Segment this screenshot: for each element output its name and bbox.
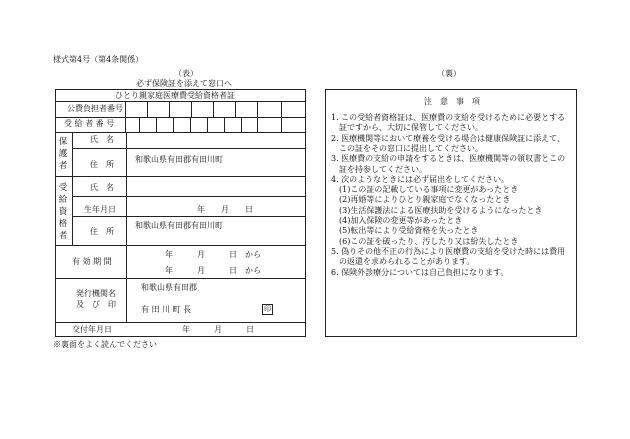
recipient-name-label: 氏 名	[90, 183, 114, 192]
recipient-address-value: 和歌山県有田郡有田川町	[135, 221, 223, 230]
caution-line: (2)再婚等によりひとり親家庭でなくなったとき	[331, 195, 511, 205]
guardian-address-label: 住 所	[90, 160, 114, 169]
front-label: （表）	[174, 69, 198, 78]
caution-line: (3)生活保護法による医療扶助を受けるようになったとき	[331, 205, 543, 215]
caution-line: (1)この証の記載している事項に変更があったとき	[331, 185, 519, 195]
issuer-label: 発行機関名	[76, 289, 116, 298]
caution-line: 6. 保険外診療分については自己負担になります。	[331, 267, 509, 277]
guardian-address-value: 和歌山県有田郡有田川町	[135, 155, 223, 164]
official-seal-box: 印	[264, 305, 271, 313]
caution-line: (5)転出等により受給資格を失ったとき	[331, 226, 479, 236]
footer-note: ※裏面をよく読んでください	[53, 340, 157, 349]
caution-line: 3. 医療費の支給の申請をするときは、医療機関等の領収書とこの	[331, 154, 566, 164]
issuer-name: 和歌山県有田郡	[141, 283, 197, 292]
valid-period-label: 有 効 期 間	[72, 257, 112, 266]
recipient-address-label: 住 所	[90, 227, 114, 236]
issuer-mayor: 有 田 川 町 長	[141, 305, 192, 314]
caution-line: の返還を求められることがあります。	[331, 257, 475, 267]
recipient-number-label: 受 給 者 番 号	[64, 119, 115, 128]
payer-number-label: 公費負担者番号	[67, 104, 123, 113]
caution-line: (4)加入保険の変更等があったとき	[331, 216, 463, 225]
form-number: 様式第4号（第4条関係）	[53, 55, 144, 64]
guardian-name-label: 氏 名	[90, 135, 114, 144]
caution-line: 証ですから、大切に保管してください。	[331, 123, 483, 133]
issue-date-label: 交付年月日	[72, 325, 112, 334]
recipient-label: 受給資格者	[58, 183, 68, 241]
caution-line: 4. 次のようなときには必ず届出をしてください。	[331, 174, 510, 184]
front-title: ひとり親家庭医療費受給資格者証	[115, 91, 235, 100]
valid-to: 年 月 日 から	[165, 266, 261, 275]
guardian-label: 保護者	[58, 137, 68, 171]
birth-date-value: 年 月 日	[197, 205, 253, 214]
caution-line: 1. この受給者資格証は、医療費の支給を受けるために必要とする	[331, 113, 566, 122]
caution-line: 5. 偽りその他不正の行為により医療費の支給を受けた時には費用	[331, 246, 566, 256]
caution-line: 証を持参してください。	[331, 164, 427, 174]
valid-from: 年 月 日 から	[165, 250, 261, 259]
issuer-seal-label: 及 び 印	[76, 300, 116, 309]
birth-date-label: 生年月日	[84, 205, 116, 214]
issue-date-value: 年 月 日	[182, 325, 254, 334]
caution-line: (6)この証を破ったり、汚したり又は紛失したとき	[331, 236, 519, 246]
back-label: （裏）	[437, 69, 461, 78]
back-heading: 注 意 事 項	[424, 97, 480, 106]
caution-line: この証をその窓口に提出してください。	[331, 143, 483, 153]
caution-line: 2. 医療機関等において療養を受ける場合は健康保険証に添えて、	[331, 133, 566, 143]
front-instruction: 必ず保険証を添えて窓口へ	[136, 79, 232, 88]
